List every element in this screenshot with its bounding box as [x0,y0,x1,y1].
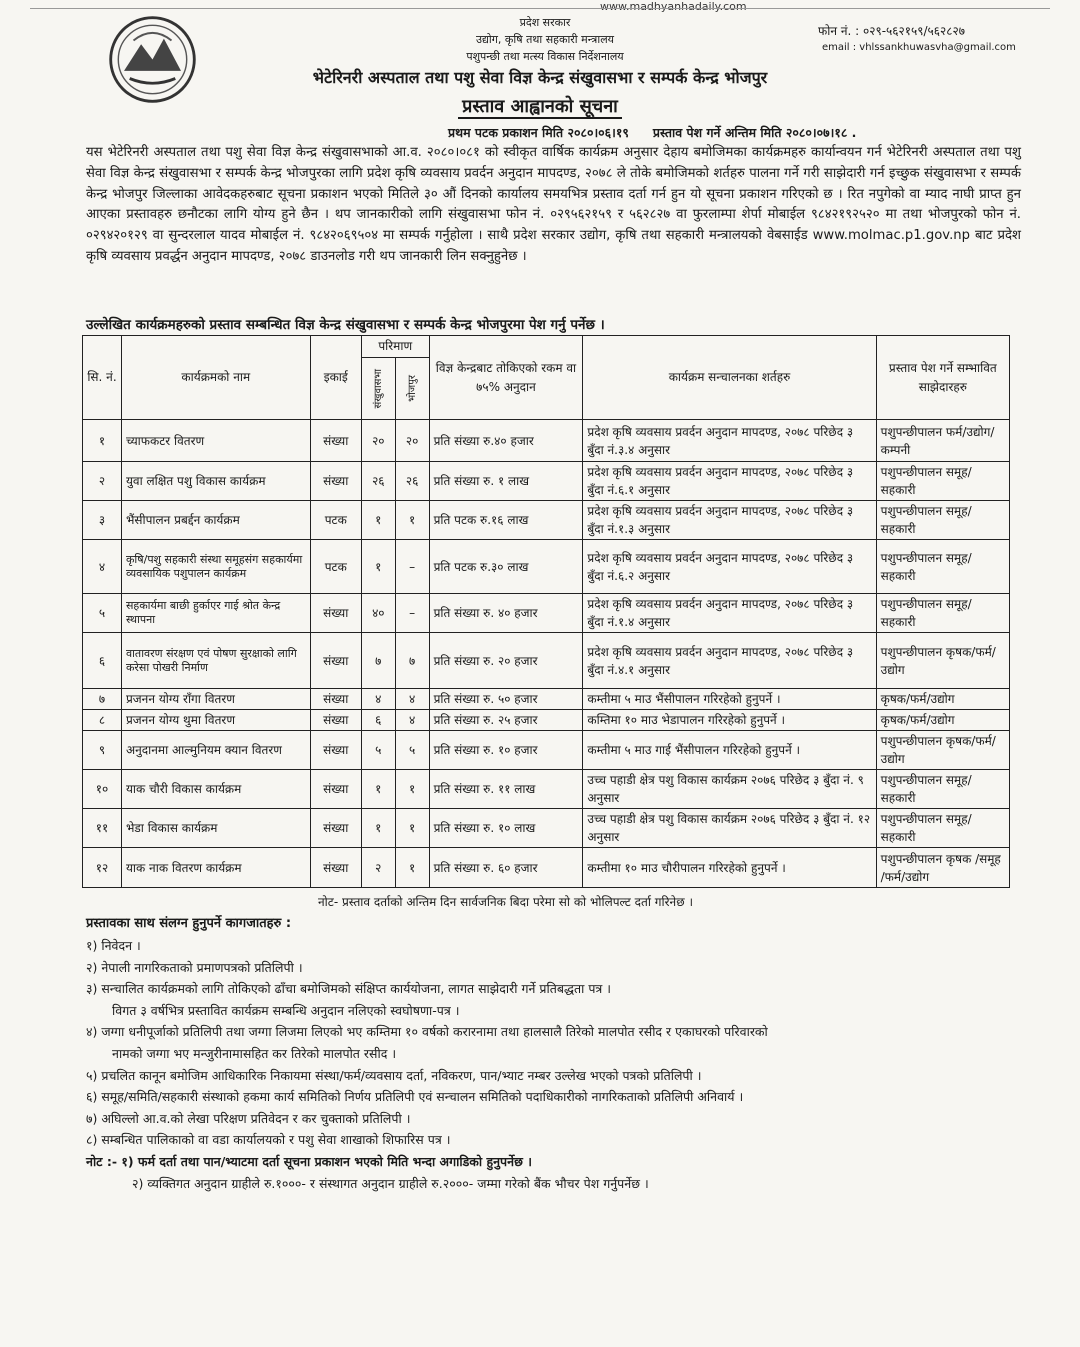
row-partner: पशुपन्छीपालन समूह/सहकारी [876,594,1009,633]
row-sn: १२ [83,848,122,888]
row-program: वातावरण संरक्षण एवं पोषण सुरक्षाको लागि करेसा पोखरी निर्माण [121,633,310,689]
row-sn: ६ [83,633,122,689]
note-line: नोट- प्रस्ताव दर्ताको अन्तिम दिन सार्वजनिक बिदा परेमा सो को भोलिपल्ट दर्ता गरिनेछ । [318,895,693,909]
row-program: च्याफकटर वितरण [121,420,310,462]
row-sn: १ [83,420,122,462]
row-condition: कम्तिमा १० माउ भेडापालन गरिरहेको हुनुपर्ने । [583,710,876,731]
row-grant: प्रति संख्या रु. १० हजार [429,731,583,770]
row-qty-bhojpur: १ [395,848,429,888]
row-partner: पशुपन्छीपालन कृषक/फर्म/उद्योग [876,633,1009,689]
list-item: ८) सम्बन्धित पालिकाको वा वडा कार्यालयको र पशु सेवा शाखाको शिफारिस पत्र । [86,1132,451,1148]
row-partner: पशुपन्छीपालन समूह/सहकारी [876,809,1009,848]
row-unit: संख्या [310,848,361,888]
row-unit: संख्या [310,689,361,710]
header-program: कार्यक्रमको नाम [121,336,310,420]
row-sn: ५ [83,594,122,633]
row-program: कृषि/पशु सहकारी संस्था समूहसंग सहकार्यमा व्यवसायिक पशुपालन कार्यक्रम [121,540,310,594]
table-row [83,633,1010,689]
row-qty-sankhuwasabha: २६ [361,462,395,501]
row-condition: प्रदेश कृषि व्यवसाय प्रवर्दन अनुदान मापदण्ड, २०७८ परिछेद ३ बुँदा नं.१.३ अनुसार [583,501,876,540]
table-intro: उल्लेखित कार्यक्रमहरुको प्रस्ताव सम्बन्धित विज्ञ केन्द्र संखुवासभा र सम्पर्क केन्द्र भोजपुरमा पेश गर्नु पर्नेछ । [86,317,605,333]
row-sn: २ [83,462,122,501]
row-unit: संख्या [310,809,361,848]
row-program: भैंसीपालन प्रबर्द्दन कार्यक्रम [121,501,310,540]
row-condition: कम्तीमा ५ माउ गाई भैंसीपालन गरिरहेको हुनुपर्ने । [583,731,876,770]
row-grant: प्रति संख्या रु. २५ हजार [429,710,583,731]
list-item: विगत ३ वर्षभित्र प्रस्तावित कार्यक्रम सम्बन्धि अनुदान नलिएको स्वघोषणा-पत्र । [112,1002,460,1018]
header-q-bhojpur-text: भोजपुर [406,375,418,402]
row-grant: प्रति संख्या रु.४० हजार [429,420,583,462]
row-condition: कम्तीमा १० माउ चौरीपालन गरिरहेको हुनुपर्ने । [583,848,876,888]
first-publish-date: प्रथम पटक प्रकाशन मिति २०८०।०६।१९ [448,125,629,140]
row-qty-bhojpur: १ [395,809,429,848]
row-condition: प्रदेश कृषि व्यवसाय प्रवर्दन अनुदान मापदण्ड, २०७८ परिछेद ३ बुँदा नं.३.४ अनुसार [583,420,876,462]
row-unit: संख्या [310,462,361,501]
row-partner: पशुपन्छीपालन समूह/सहकारी [876,540,1009,594]
row-condition: प्रदेश कृषि व्यवसाय प्रवर्दन अनुदान मापदण्ड, २०७८ परिछेद ३ बुँदा नं.४.१ अनुसार [583,633,876,689]
dates-line [448,124,856,141]
last-submission-date: प्रस्ताव पेश गर्ने अन्तिम मिति २०८०।०७।१८ . [652,125,857,140]
row-qty-bhojpur: – [395,540,429,594]
table-row [83,501,1010,540]
row-program: प्रजनन योग्य राँगा वितरण [121,689,310,710]
row-partner: पशुपन्छीपालन समूह/सहकारी [876,462,1009,501]
row-qty-sankhuwasabha: १ [361,540,395,594]
list-item: ५) प्रचलित कानून बमोजिम आधिकारिक निकायमा संस्था/फर्म/व्यवसाय दर्ता, नविकरण, पान/भ्याट नम्बर उल्लेख भएको पत्रको प्रतिलिपी । [86,1067,702,1083]
nepal-emblem-icon [105,12,200,107]
list-item: ७) अघिल्लो आ.व.को लेखा परिक्षण प्रतिवेदन र कर चुक्ताको प्रतिलिपी । [86,1110,411,1126]
list-item: ६) समूह/समिति/सहकारी संस्थाको हकमा कार्य समितिको निर्णय प्रतिलिपी एवं सन्चालन समितिको पदाधिकारीको नागरिकताको प्रतिलिपी अनिवार्य । [86,1089,744,1105]
row-condition: उच्च पहाडी क्षेत्र पशु विकास कार्यक्रम २०७६ परिछेद ३ बुँदा नं. ९ अनुसार [583,770,876,809]
row-program: भेडा विकास कार्यक्रम [121,809,310,848]
row-grant: प्रति पटक रु.१६ लाख [429,501,583,540]
row-grant: प्रति संख्या रु. २० हजार [429,633,583,689]
table-row [83,770,1010,809]
row-unit: पटक [310,501,361,540]
header-line-2: उद्योग, कृषि तथा सहकारी मन्त्रालय [475,33,615,46]
row-qty-bhojpur: ७ [395,633,429,689]
row-qty-sankhuwasabha: ५ [361,731,395,770]
row-sn: ४ [83,540,122,594]
header-unit: इकाई [310,336,361,420]
row-qty-sankhuwasabha: ६ [361,710,395,731]
attachments-list [86,935,986,1194]
row-grant: प्रति संख्या रु. ६० हजार [429,848,583,888]
row-qty-bhojpur: ५ [395,731,429,770]
list-item: ३) सन्चालित कार्यक्रमको लागि तोकिएको ढाँचा बमोजिमको संक्षिप्त कार्ययोजना, लागत साझेदारी गर्ने प्रतिबद्धता पत्र । [86,981,612,997]
table-row [83,731,1010,770]
row-program: सहकार्यमा बाछी हुर्काएर गाई श्रोत केन्द्र स्थापना [121,594,310,633]
row-condition: प्रदेश कृषि व्यवसाय प्रवर्दन अनुदान मापदण्ड, २०७८ परिछेद ३ बुँदा नं.६.१ अनुसार [583,462,876,501]
row-unit: संख्या [310,594,361,633]
header-q-sankhuwasabha [361,358,395,420]
office-title: भेटेरिनरी अस्पताल तथा पशु सेवा विज्ञ केन्द्र संखुवासभा र सम्पर्क केन्द्र भोजपुर [312,68,768,87]
row-sn: ७ [83,689,122,710]
list-item: ४) जग्गा धनीपूर्जाको प्रतिलिपी तथा जग्गा लिजमा लिएको भए कम्तिमा १० वर्षको करारनामा तथा हालसालै तिरेको मालपोत रसीद र एकाघरको परिवारको [86,1024,768,1040]
row-qty-sankhuwasabha: २ [361,848,395,888]
table-row [83,462,1010,501]
row-partner: कृषक/फर्म/उद्योग [876,689,1009,710]
attachments-title: प्रस्तावका साथ संलग्न हुनुपर्ने कागजातहरु : [86,916,292,931]
row-grant: प्रति संख्या रु. ५० हजार [429,689,583,710]
row-qty-sankhuwasabha: १ [361,501,395,540]
row-program: याक चौरी विकास कार्यक्रम [121,770,310,809]
row-qty-bhojpur: ४ [395,710,429,731]
row-sn: ११ [83,809,122,848]
row-program: याक नाक वितरण कार्यक्रम [121,848,310,888]
row-unit: संख्या [310,633,361,689]
row-qty-bhojpur: – [395,594,429,633]
row-sn: ८ [83,710,122,731]
row-sn: ३ [83,501,122,540]
table-row [83,540,1010,594]
government-header [380,14,710,65]
email-address: email : vhlssankhuwasvha@gmail.com [822,42,1016,53]
table-row [83,420,1010,462]
row-qty-bhojpur: २० [395,420,429,462]
row-grant: प्रति पटक रु.३० लाख [429,540,583,594]
table-row [83,689,1010,710]
row-qty-sankhuwasabha: ४० [361,594,395,633]
row-unit: संख्या [310,420,361,462]
table-body [83,420,1010,888]
list-item: २) नेपाली नागरिकताको प्रमाणपत्रको प्रतिलिपी । [86,959,303,975]
row-condition: कम्तीमा ५ माउ भैंसीपालन गरिरहेको हुनुपर्ने । [583,689,876,710]
top-rule [30,8,1050,9]
row-qty-sankhuwasabha: ४ [361,689,395,710]
row-partner: पशुपन्छीपालन फर्म/उद्योग/कम्पनी [876,420,1009,462]
header-conditions: कार्यक्रम सन्चालनका शर्तहरु [583,336,876,420]
note-2: २) व्यक्तिगत अनुदान ग्राहीले रु.१०००- र संस्थागत अनुदान ग्राहीले रु.२०००- जम्मा गरेको बैंक भौचर पेश गर्नुपर्नेछ । [132,1175,649,1191]
list-item: १) निवेदन । [86,938,141,953]
row-qty-sankhuwasabha: २० [361,420,395,462]
row-unit: संख्या [310,770,361,809]
header-line-1: प्रदेश सरकार [519,16,571,29]
row-qty-sankhuwasabha: ७ [361,633,395,689]
table-row [83,809,1010,848]
header-line-3: पशुपन्छी तथा मत्स्य विकास निर्देशनालय [466,50,624,63]
phone-number: फोन नं. : ०२९-५६२१५९/५६२८२७ [818,24,965,38]
row-grant: प्रति संख्या रु. ११ लाख [429,770,583,809]
row-unit: संख्या [310,731,361,770]
notice-title [0,94,1080,118]
row-grant: प्रति संख्या रु. १० लाख [429,809,583,848]
row-grant: प्रति संख्या रु. १ लाख [429,462,583,501]
table-row [83,710,1010,731]
row-partner: कृषक/फर्म/उद्योग [876,710,1009,731]
row-qty-bhojpur: १ [395,770,429,809]
row-grant: प्रति संख्या रु. ४० हजार [429,594,583,633]
program-table [82,335,1010,888]
notice-paragraph: यस भेटेरिनरी अस्पताल तथा पशु सेवा विज्ञ केन्द्र संखुवासभाको आ.व. २०८०।०८१ को स्वीकृत वार्षिक कार्यक्रम अनुसार देहाय बमोजिमका कार्यक्रमहरु कार्यान्वयन गर्न भेटेरिनरी अस्पताल तथा पशु सेवा विज्ञ केन्द्र संखुवासभा र सम्पर्क केन्द्र भोजपुरका लागि प्रदेश कृषि व्यवसाय प्रवर्दन अनुदान मापदण्ड, २०७८ ले तोके बमोजिमको शर्तहरु पालना गर्ने गरी साझेदारी गर्न इच्छुक संखुवासभा र सम्पर्क केन्द्र भोजपुर जिल्लाका आवेदकहरुबाट सूचना प्रकाशन भएको मितिले ३० औं दिनको कार्यालय समयभित्र प्रस्ताव दर्ता गर्न हुन यो सूचना प्रकाशन गरिएको छ । रित नपुगेको वा म्याद नाघी प्राप्त हुन आएका प्रस्तावहरु छनौटका लागि योग्य हुने छैन । थप जानकारीको लागि संखुवासभा फोन नं. ०२९५६२१५९ र ५६२८२७ वा फुरलाम्पा शेर्पा मोबाईल ९८४२१९२५२० मा तथा भोजपुरको फोन नं. ०२९४२०१२९ वा सुन्दरलाल यादव मोबाईल नं. ९८४२०६९५०४ मा सम्पर्क गर्नुहोला । साथै प्रदेश सरकार उद्योग, कृषि तथा सहकारी मन्त्रालयको वेबसाईड www.molmac.p1.gov.np बाट प्रदेश कृषि व्यवसाय प्रवर्द्धन अनुदान मापदण्ड, २०७८ डाउनलोड गरी थप जानकारी लिन सक्नुहुनेछ । [86,145,1022,264]
header-sn: सि. नं. [83,336,122,420]
row-program: युवा लक्षित पशु विकास कार्यक्रम [121,462,310,501]
row-qty-bhojpur: २६ [395,462,429,501]
row-qty-bhojpur: ४ [395,689,429,710]
row-sn: १० [83,770,122,809]
row-unit: संख्या [310,710,361,731]
row-condition: प्रदेश कृषि व्यवसाय प्रवर्दन अनुदान मापदण्ड, २०७८ परिछेद ३ बुँदा नं.६.२ अनुसार [583,540,876,594]
website-url: www.madhyanhadaily.com [600,0,747,13]
row-qty-sankhuwasabha: १ [361,770,395,809]
row-program: प्रजनन योग्य थुमा वितरण [121,710,310,731]
notice-title-text: प्रस्ताव आह्वानको सूचना [458,96,622,119]
header-partners: प्रस्ताव पेश गर्ने सम्भावित साझेदारहरु [876,336,1009,420]
row-sn: ९ [83,731,122,770]
row-partner: पशुपन्छीपालन कृषक/फर्म/उद्योग [876,731,1009,770]
header-quantity: परिमाण [361,336,429,358]
row-partner: पशुपन्छीपालन समूह/सहकारी [876,770,1009,809]
row-unit: पटक [310,540,361,594]
row-program: अनुदानमा आल्मुनियम क्यान वितरण [121,731,310,770]
row-condition: उच्च पहाडी क्षेत्र पशु विकास कार्यक्रम २०७६ परिछेद ३ बुँदा नं. १२ अनुसार [583,809,876,848]
row-partner: पशुपन्छीपालन कृषक /समूह /फर्म/उद्योग [876,848,1009,888]
row-condition: प्रदेश कृषि व्यवसाय प्रवर्दन अनुदान मापदण्ड, २०७८ परिछेद ३ बुँदा नं.१.४ अनुसार [583,594,876,633]
row-qty-bhojpur: १ [395,501,429,540]
list-item: नामको जग्गा भए मन्जुरीनामासहित कर तिरेको मालपोत रसीद । [112,1045,397,1061]
table-row [83,594,1010,633]
row-partner: पशुपन्छीपालन समूह/सहकारी [876,501,1009,540]
header-q-sankhuwasabha-text: संखुवासभा [372,368,384,409]
header-q-bhojpur [395,358,429,420]
row-qty-sankhuwasabha: १ [361,809,395,848]
table-row [83,848,1010,888]
note-1: नोट :- १) फर्म दर्ता तथा पान/भ्याटमा दर्ता सूचना प्रकाशन भएको मिति भन्दा अगाडिको हुनुपर्नेछ । [86,1153,532,1169]
header-grant: विज्ञ केन्द्रबाट तोकिएको रकम वा ७५% अनुदान [429,336,583,420]
